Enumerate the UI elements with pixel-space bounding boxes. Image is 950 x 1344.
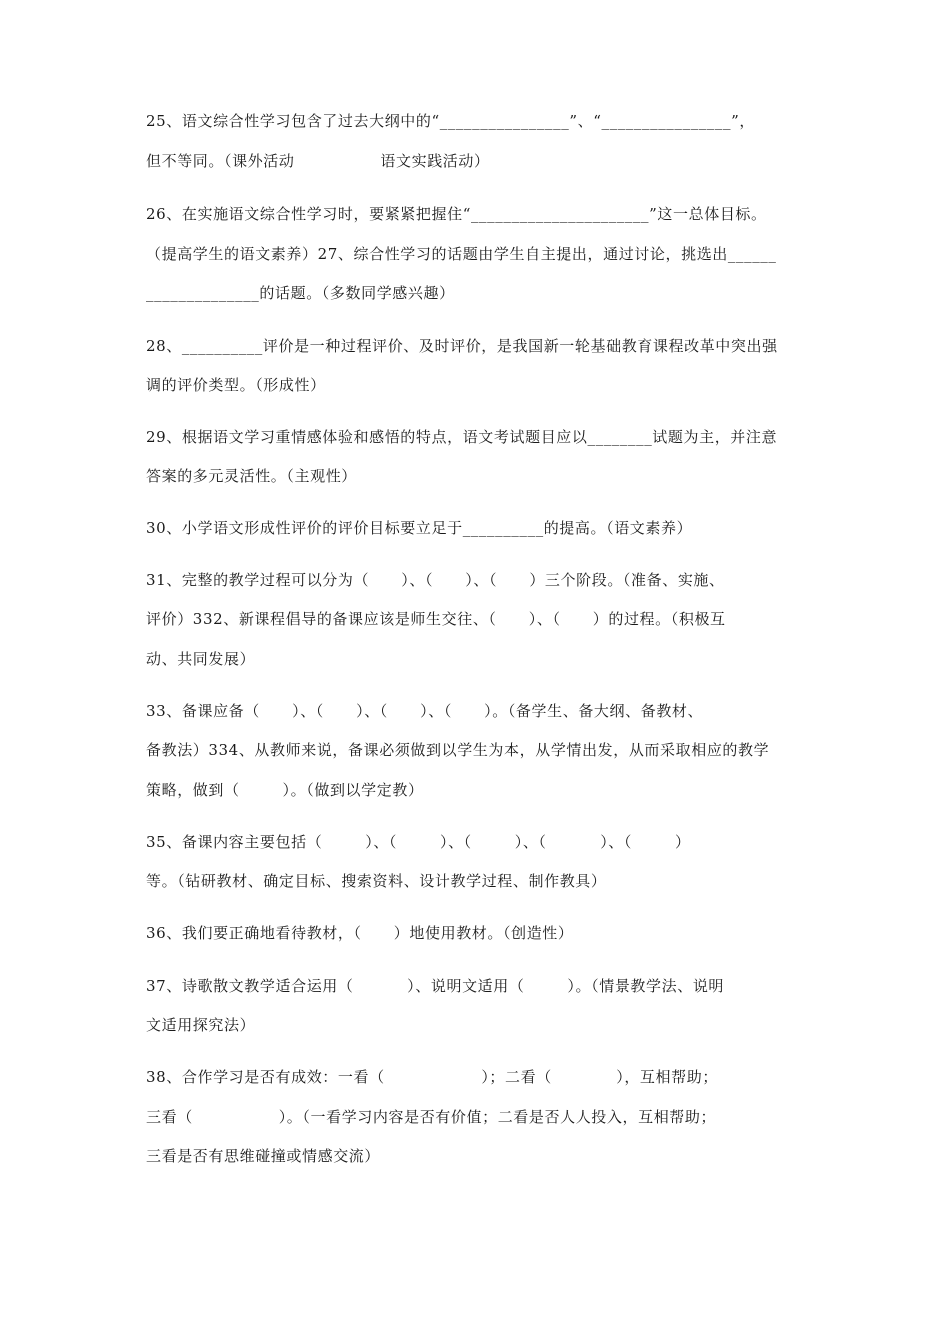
question-29-line-1: 29、根据语文学习重情感体验和感悟的特点，语文考试题目应以________试题为主，并注意: [146, 428, 778, 446]
question-33-334-line: 备教法）334、从教师来说，备课必须做到以学生为本，从学情出发，从而采取相应的教学: [146, 741, 770, 759]
question-38-line-3: 三看是否有思维碰撞或情感交流）: [146, 1147, 381, 1165]
question-332-line-2: 动、共同发展）: [146, 650, 256, 668]
question-38-line-2: 三看（ ）。（一看学习内容是否有价值；二看是否人人投入，互相帮助；: [146, 1108, 717, 1126]
question-36-line-1: 36、我们要正确地看待教材，（ ）地使用教材。（创造性）: [146, 924, 574, 942]
question-37-line-2: 文适用探究法）: [146, 1016, 256, 1034]
question-28-line-2: 调的评价类型。（形成性）: [146, 376, 326, 394]
question-26-27-line: （提高学生的语文素养）27、综合性学习的话题由学生自主提出，通过讨论，挑选出______: [146, 245, 777, 263]
question-37-line-1: 37、诗歌散文教学适合运用（ ）、说明文适用（ ）。（情景教学法、说明: [146, 977, 725, 995]
question-35-line-1: 35、备课内容主要包括（ ）、（ ）、（ ）、（ ）、（ ）: [146, 833, 691, 851]
question-35-line-2: 等。（钻研教材、确定目标、搜索资料、设计教学过程、制作教具）: [146, 872, 607, 890]
question-26-line-1: 26、在实施语文综合性学习时，要紧紧把握住“______________________”这一总体目标。: [146, 205, 767, 223]
question-29-line-2: 答案的多元灵活性。（主观性）: [146, 467, 357, 485]
question-334-line-2: 策略，做到（ ）。（做到以学定教）: [146, 781, 424, 799]
question-30-line-1: 30、小学语文形成性评价的评价目标要立足于__________的提高。（语文素养）: [146, 519, 693, 537]
question-27-line-2: ______________的话题。（多数同学感兴趣）: [146, 284, 455, 302]
question-28-line-1: 28、__________评价是一种过程评价、及时评价，是我国新一轮基础教育课程改革中突出强: [146, 337, 778, 355]
question-31-332-line: 评价）332、新课程倡导的备课应该是师生交往、（ ）、（ ）的过程。（积极互: [146, 610, 726, 628]
question-25-line-1: 25、语文综合性学习包含了过去大纲中的“________________”、“________________”，: [146, 112, 755, 130]
question-25-line-2: 但不等同。（课外活动 语文实践活动）: [146, 152, 490, 170]
question-33-line-1: 33、备课应备（ ）、（ ）、（ ）、（ ）。（备学生、备大纲、备教材、: [146, 702, 704, 720]
question-31-line-1: 31、完整的教学过程可以分为（ ）、（ ）、（ ）三个阶段。（准备、实施、: [146, 571, 725, 589]
question-38-line-1: 38、合作学习是否有成效：一看（ ）；二看（ ），互相帮助；: [146, 1068, 718, 1086]
